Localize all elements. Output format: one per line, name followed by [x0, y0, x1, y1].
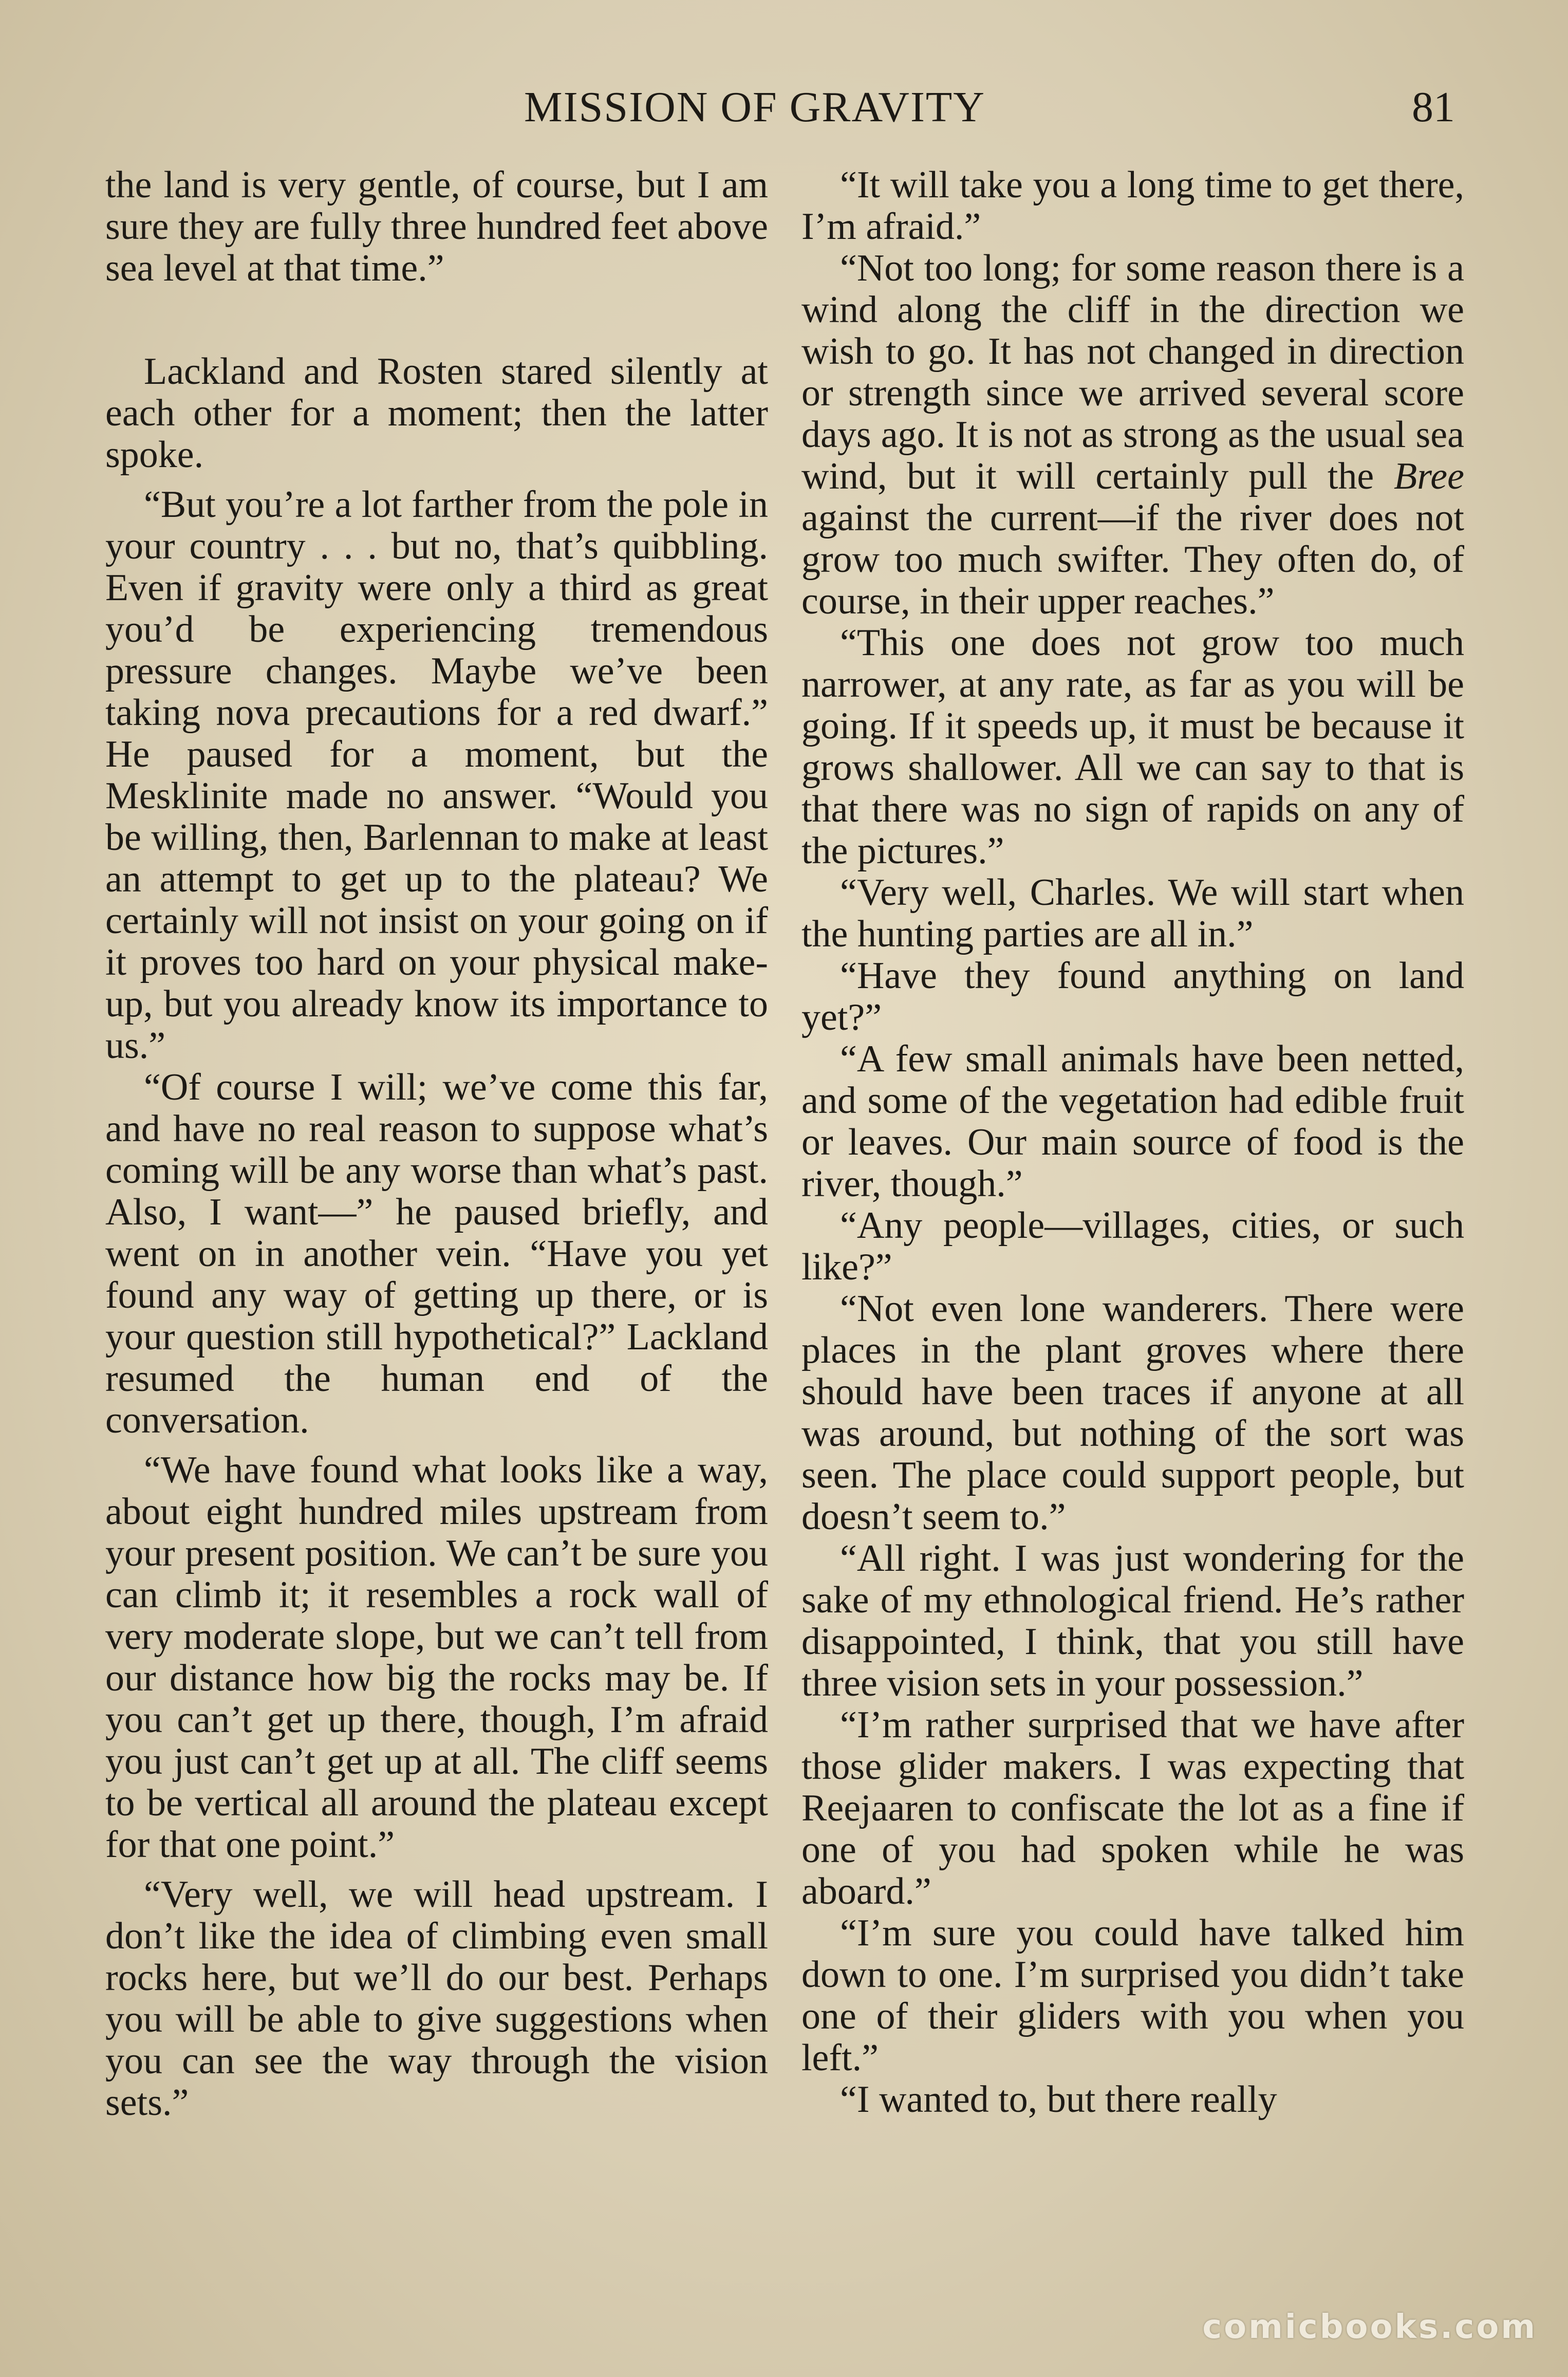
- paragraph: “Very well, Charles. We will start when the hunting parties are all in.”: [801, 871, 1464, 955]
- paragraph: [801, 248, 1464, 622]
- paragraph: Lackland and Rosten stared silently at each other for a moment; then the latter spoke.: [105, 350, 768, 476]
- paragraph-text: against the current—if the river does not grow too much swifter. They often do, of course, in their upper reaches.”: [801, 497, 1464, 622]
- paragraph: “We have found what looks like a way, about eight hundred miles upstream from your present position. We can’t be sure you can climb it; it resembles a rock wall of very moderate slope, but we can’t tell from our distance how big the rocks may be. If you can’t get up there, though, I’m afraid you just can’t get up at all. The cliff seems to be vertical all around the plateau except for that one point.”: [105, 1449, 768, 1866]
- paragraph: “A few small animals have been netted, and some of the vegetation had edible fruit or leaves. Our main source of food is the river, though.”: [801, 1038, 1464, 1205]
- paragraph: “All right. I was just wondering for the sake of my ethnological friend. He’s rather disappointed, I think, that you still have three vision sets in your possession.”: [801, 1537, 1464, 1704]
- paragraph: “It will take you a long time to get there, I’m afraid.”: [801, 164, 1464, 248]
- paragraph: “Have they found anything on land yet?”: [801, 955, 1464, 1038]
- paragraph-text: “Not too long; for some reason there is a wind along the cliff in the direction we wish to go. It has not changed in direction or strength since we arrived several score days ago. It is not as strong as the usual sea wind, but it will certainly pull the: [801, 247, 1464, 497]
- left-column: [105, 164, 768, 2124]
- paragraph: the land is very gentle, of course, but I am sure they are fully three hundred feet above sea level at that time.”: [105, 164, 768, 289]
- watermark: comicbooks.com: [1202, 2308, 1537, 2346]
- paragraph: “Very well, we will head upstream. I don’t like the idea of climbing even small rocks here, but we’ll do our best. Perhaps you will be able to give suggestions when you can see the way through the vision sets.”: [105, 1873, 768, 2124]
- page-number: 81: [1412, 83, 1455, 131]
- paragraph: “Not even lone wanderers. There were places in the plant groves where there should have been traces if anyone at all was around, but nothing of the sort was seen. The place could support people, but doesn’t seem to.”: [801, 1288, 1464, 1538]
- paragraph: “I’m sure you could have talked him down to one. I’m surprised you didn’t take one of their gliders with you when you left.”: [801, 1912, 1464, 2079]
- paragraph: “I’m rather surprised that we have after those glider makers. I was expecting that Reejaaren to confiscate the lot as a fine if one of you had spoken while he was aboard.”: [801, 1704, 1464, 1912]
- paragraph: “I wanted to, but there really: [840, 2078, 1277, 2121]
- paragraph: “But you’re a lot farther from the pole in your country . . . but no, that’s quibbling. Even if gravity were only a third as great you’d be experiencing tremendous pressure changes. Maybe we’ve been taking nova precautions for a red dwarf.” He paused for a moment, but the Mesklinite made no answer. “Would you be willing, then, Barlennan to make at least an attempt to get up to the plateau? We certainly will not insist on your going on if it proves too hard on your physical make-up, but you already know its importance to us.”: [105, 484, 768, 1067]
- right-column: [801, 164, 1464, 2121]
- paragraph: “This one does not grow too much narrower, at any rate, as far as you will be going. If it speeds up, it must be because it grows shallower. All we can say to that is that there was no sign of rapids on any of the pictures.”: [801, 622, 1464, 872]
- running-head: MISSION OF GRAVITY: [524, 83, 985, 131]
- page-header: [0, 82, 1568, 144]
- paragraph: “Any people—villages, cities, or such like?”: [801, 1204, 1464, 1288]
- paragraph: “Of course I will; we’ve come this far, and have no real reason to suppose what’s coming will be any worse than what’s past. Also, I want—” he paused briefly, and went on in another vein. “Have you yet found any way of getting up there, or is your question still hypothetical?” Lackland resumed the human end of the conversation.: [105, 1066, 768, 1441]
- ship-name: Bree: [1394, 455, 1464, 497]
